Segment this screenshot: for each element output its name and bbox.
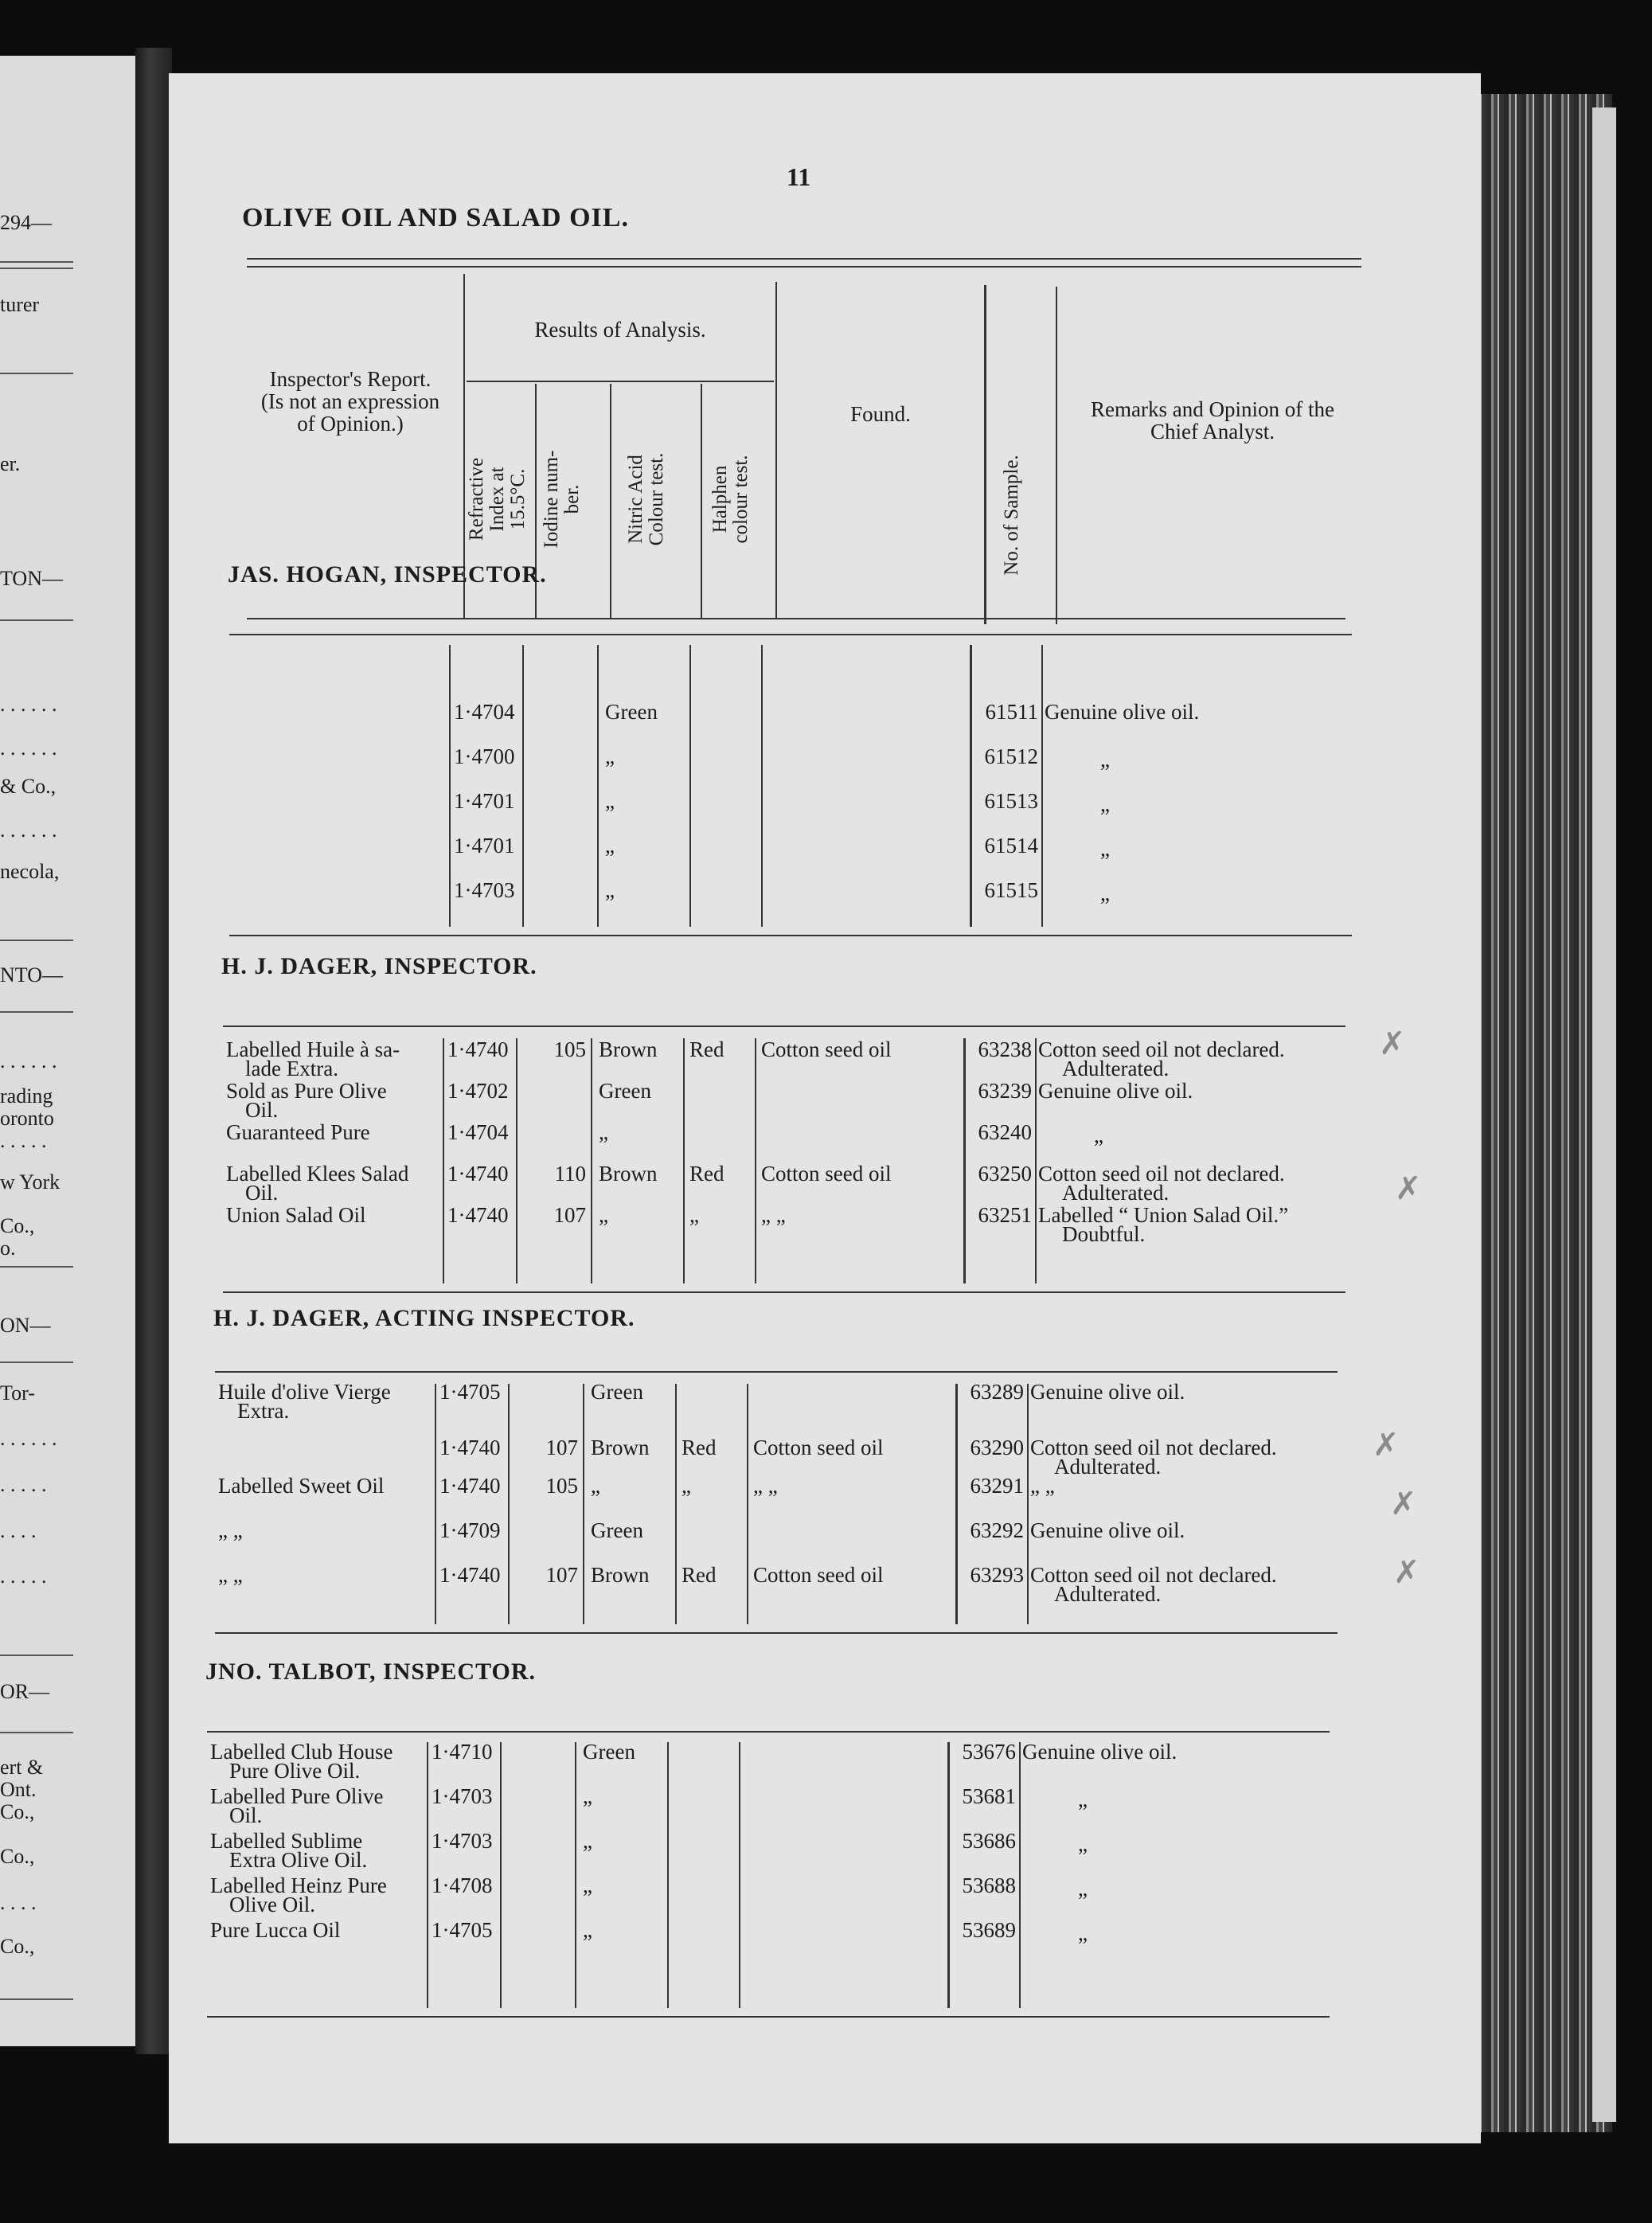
header-iodine: Iodine num- ber. — [541, 450, 583, 549]
left-fragment: o. — [0, 1237, 16, 1260]
nitric-cell: „ — [605, 834, 615, 858]
report-cell: Oil. — [245, 1098, 279, 1122]
section-bottom-rule — [229, 935, 1352, 936]
iodine-cell: 107 — [553, 1203, 586, 1227]
remarks-cell: „ — [1078, 1877, 1088, 1901]
sample-number-cell: 61512 — [984, 744, 1038, 768]
left-fragment: . . . . . . — [0, 1049, 57, 1072]
refractive-cell: 1·4704 — [447, 1120, 509, 1144]
nitric-cell: Green — [605, 700, 658, 724]
remarks-cell: Genuine olive oil. — [1038, 1079, 1193, 1103]
left-fragment: ert & — [0, 1756, 44, 1779]
remarks-cell: Adulterated. — [1062, 1057, 1170, 1080]
section-rule — [215, 1371, 1338, 1373]
nitric-cell: „ — [583, 1829, 592, 1853]
column-rule — [575, 1742, 576, 2008]
column-rule — [667, 1742, 669, 2008]
report-cell: Olive Oil. — [229, 1893, 315, 1916]
left-fragment: rading — [0, 1084, 53, 1108]
report-cell: Huile d'olive Vierge — [218, 1380, 391, 1404]
nitric-cell: „ — [605, 878, 615, 902]
left-fragment: . . . . . — [0, 1565, 47, 1588]
nitric-cell: „ — [591, 1474, 600, 1498]
header-nitric: Nitric Acid Colour test. — [625, 452, 667, 546]
report-cell: Extra Olive Oil. — [229, 1848, 368, 1872]
column-rule — [1035, 1038, 1037, 1283]
found-cell: Cotton seed oil — [761, 1037, 892, 1061]
refractive-cell: 1·4701 — [454, 789, 515, 813]
left-fragment: Tor- — [0, 1381, 35, 1405]
column-rule — [583, 1384, 584, 1624]
refractive-cell: 1·4709 — [439, 1518, 501, 1542]
column-rule — [755, 1038, 756, 1283]
report-cell: Guaranteed Pure — [226, 1120, 370, 1144]
sample-number-cell: 63290 — [970, 1436, 1024, 1459]
page-edge-stack — [1469, 94, 1612, 2132]
sample-number-cell: 61514 — [984, 834, 1038, 858]
remarks-cell: „ — [1094, 1123, 1103, 1147]
column-rule — [955, 1384, 958, 1624]
left-fragment: Co., — [0, 1800, 35, 1823]
section-bottom-rule — [223, 1291, 1345, 1293]
nitric-cell: Green — [591, 1380, 643, 1404]
nitric-cell: „ — [583, 1918, 592, 1942]
document-page — [169, 73, 1481, 2143]
left-fragment: . . . . — [0, 1519, 37, 1542]
report-cell: Sold as Pure Olive — [226, 1079, 387, 1103]
refractive-cell: 1·4700 — [454, 744, 515, 768]
column-rule — [689, 645, 691, 927]
header-inspector-report-sub: (Is not an expression — [260, 389, 440, 413]
column-rule — [683, 1038, 685, 1283]
refractive-cell: 1·4740 — [447, 1162, 509, 1186]
left-fragment: . . . . . . — [0, 736, 57, 760]
nitric-cell: Brown — [591, 1563, 650, 1587]
column-rule — [435, 1384, 436, 1624]
report-cell: Labelled Klees Salad — [226, 1162, 409, 1186]
remarks-cell: Genuine olive oil. — [1030, 1518, 1185, 1542]
sample-number-cell: 63239 — [978, 1079, 1032, 1103]
remarks-cell: Genuine olive oil. — [1030, 1380, 1185, 1404]
book-gutter — [135, 48, 172, 2054]
sample-number-cell: 63292 — [970, 1518, 1024, 1542]
section-rule — [229, 634, 1352, 635]
refractive-cell: 1·4703 — [432, 1784, 493, 1808]
sample-number-cell: 63240 — [978, 1120, 1032, 1144]
refractive-cell: 1·4740 — [439, 1563, 501, 1587]
refractive-cell: 1·4740 — [439, 1436, 501, 1459]
sample-number-cell: 63250 — [978, 1162, 1032, 1186]
refractive-cell: 1·4710 — [432, 1740, 493, 1764]
report-cell: Pure Lucca Oil — [210, 1918, 341, 1942]
left-fragment: Co., — [0, 1845, 35, 1868]
column-rule — [675, 1384, 677, 1624]
iodine-cell: 110 — [554, 1162, 586, 1186]
remarks-cell: Cotton seed oil not declared. — [1030, 1563, 1277, 1587]
left-fragment: ON— — [0, 1314, 51, 1337]
check-mark-icon: ✗ — [1373, 1427, 1400, 1463]
left-fragment: Ont. — [0, 1778, 37, 1801]
nitric-cell: Green — [583, 1740, 635, 1764]
column-rule — [443, 1038, 444, 1283]
nitric-cell: Brown — [591, 1436, 650, 1459]
halphen-cell: Red — [689, 1162, 724, 1186]
iodine-cell: 105 — [545, 1474, 578, 1498]
refractive-cell: 1·4703 — [432, 1829, 493, 1853]
left-fragment: . . . . . . — [0, 818, 57, 842]
column-rule — [516, 1038, 517, 1283]
halphen-cell: „ — [681, 1474, 691, 1498]
remarks-cell: Labelled “ Union Salad Oil.” — [1038, 1203, 1289, 1227]
report-cell: Oil. — [229, 1803, 263, 1827]
section-rule — [207, 1731, 1330, 1733]
section-rule — [223, 1026, 1345, 1027]
remarks-cell: Genuine olive oil. — [1045, 700, 1200, 724]
column-rule — [739, 1742, 740, 2008]
iodine-cell: 107 — [545, 1563, 578, 1587]
left-fragment: TON— — [0, 567, 63, 590]
left-fragment: Co., — [0, 1935, 35, 1958]
report-cell: Labelled Club House — [210, 1740, 393, 1764]
left-fragment: . . . . . — [0, 1129, 47, 1152]
halphen-cell: Red — [689, 1037, 724, 1061]
page-title: OLIVE OIL AND SALAD OIL. — [242, 203, 629, 232]
remarks-cell: Cotton seed oil not declared. — [1030, 1436, 1277, 1459]
column-rule — [963, 1038, 966, 1283]
remarks-cell: Adulterated. — [1054, 1455, 1162, 1479]
refractive-cell: 1·4701 — [454, 834, 515, 858]
left-fragment: turer — [0, 293, 40, 316]
nitric-cell: Brown — [599, 1037, 658, 1061]
page-edge-light — [1592, 107, 1616, 2122]
halphen-cell: „ — [689, 1203, 699, 1227]
refractive-cell: 1·4703 — [454, 878, 515, 902]
found-cell: Cotton seed oil — [761, 1162, 892, 1186]
remarks-cell: Adulterated. — [1054, 1582, 1162, 1606]
remarks-cell: Genuine olive oil. — [1022, 1740, 1177, 1764]
report-cell: Labelled Pure Olive — [210, 1784, 384, 1808]
nitric-cell: „ — [605, 789, 615, 813]
header-sample-no: No. of Sample. — [1001, 455, 1022, 576]
left-fragment: er. — [0, 452, 21, 475]
remarks-cell: Cotton seed oil not declared. — [1038, 1037, 1285, 1061]
left-fragment: 294— — [0, 211, 52, 234]
sample-number-cell: 63291 — [970, 1474, 1024, 1498]
found-cell: „ „ — [753, 1474, 778, 1498]
report-cell: Labelled Sweet Oil — [218, 1474, 385, 1498]
sample-number-cell: 61511 — [985, 700, 1038, 724]
left-page-fragment — [0, 56, 142, 2046]
left-fragment: & Co., — [0, 775, 57, 798]
column-rule — [508, 1384, 510, 1624]
sample-number-cell: 63293 — [970, 1563, 1024, 1587]
refractive-cell: 1·4704 — [454, 700, 515, 724]
report-cell: Extra. — [237, 1399, 290, 1423]
remarks-cell: „ „ — [1030, 1474, 1055, 1498]
column-rule — [522, 645, 524, 927]
report-cell: „ „ — [218, 1563, 243, 1587]
report-cell: „ „ — [218, 1518, 243, 1542]
column-rule — [1019, 1742, 1021, 2008]
refractive-cell: 1·4740 — [447, 1037, 509, 1061]
iodine-cell: 105 — [553, 1037, 586, 1061]
header-inspector-report-sub: of Opinion.) — [297, 412, 404, 436]
column-rule — [591, 1038, 592, 1283]
sample-number-cell: 53689 — [962, 1918, 1016, 1942]
nitric-cell: „ — [599, 1203, 608, 1227]
nitric-cell: Green — [599, 1079, 651, 1103]
header-found: Found. — [850, 402, 911, 426]
column-rule — [500, 1742, 502, 2008]
sample-number-cell: 61515 — [984, 878, 1038, 902]
remarks-cell: „ — [1100, 792, 1110, 816]
report-cell: Labelled Heinz Pure — [210, 1873, 387, 1897]
column-rule — [747, 1384, 748, 1624]
left-fragment: NTO— — [0, 963, 63, 986]
sample-number-cell: 53688 — [962, 1873, 1016, 1897]
header-remarks: Chief Analyst. — [1150, 420, 1275, 443]
header-remarks: Remarks and Opinion of the — [1091, 397, 1334, 421]
page-number: 11 — [787, 162, 811, 191]
section-heading: H. J. DAGER, ACTING INSPECTOR. — [213, 1305, 635, 1331]
nitric-cell: „ — [605, 744, 615, 768]
report-cell: Labelled Huile à sa- — [226, 1037, 400, 1061]
remarks-cell: „ — [1100, 837, 1110, 861]
left-fragment: oronto — [0, 1107, 54, 1130]
nitric-cell: „ — [583, 1784, 592, 1808]
header-results: Results of Analysis. — [534, 318, 706, 342]
left-fragment: . . . . — [0, 1891, 37, 1914]
left-fragment: . . . . . . — [0, 693, 57, 716]
sample-number-cell: 53681 — [962, 1784, 1016, 1808]
column-rule — [761, 645, 763, 927]
sample-number-cell: 53676 — [962, 1740, 1016, 1764]
remarks-cell: „ — [1078, 1921, 1088, 1945]
nitric-cell: „ — [583, 1873, 592, 1897]
report-cell: Oil. — [245, 1181, 279, 1205]
header-refractive: Refractive Index at 15.5°C. — [466, 457, 529, 541]
report-cell: Labelled Sublime — [210, 1829, 363, 1853]
remarks-cell: „ — [1078, 1787, 1088, 1811]
left-fragment: . . . . . — [0, 1473, 47, 1496]
remarks-cell: Cotton seed oil not declared. — [1038, 1162, 1285, 1186]
sample-number-cell: 63289 — [970, 1380, 1024, 1404]
check-mark-icon: ✗ — [1393, 1554, 1420, 1591]
check-mark-icon: ✗ — [1395, 1170, 1422, 1207]
left-fragment: w York — [0, 1170, 61, 1194]
found-cell: „ „ — [761, 1203, 786, 1227]
sample-number-cell: 63238 — [978, 1037, 1032, 1061]
remarks-cell: Adulterated. — [1062, 1181, 1170, 1205]
left-fragment: . . . . . . — [0, 1427, 57, 1450]
section-bottom-rule — [215, 1632, 1338, 1634]
header-halphen: Halphen colour test. — [709, 455, 752, 544]
found-cell: Cotton seed oil — [753, 1563, 884, 1587]
check-mark-icon: ✗ — [1379, 1026, 1406, 1062]
report-cell: Union Salad Oil — [226, 1203, 366, 1227]
left-fragment: OR— — [0, 1680, 50, 1703]
column-rule — [597, 645, 599, 927]
nitric-cell: „ — [599, 1120, 608, 1144]
halphen-cell: Red — [681, 1436, 717, 1459]
refractive-cell: 1·4740 — [439, 1474, 501, 1498]
report-cell: lade Extra. — [245, 1057, 338, 1080]
iodine-cell: 107 — [545, 1436, 578, 1459]
section-heading: H. J. DAGER, INSPECTOR. — [221, 953, 537, 979]
left-fragment: Co., — [0, 1214, 35, 1237]
nitric-cell: Green — [591, 1518, 643, 1542]
refractive-cell: 1·4740 — [447, 1203, 509, 1227]
remarks-cell: „ — [1078, 1832, 1088, 1856]
sample-number-cell: 63251 — [978, 1203, 1032, 1227]
section-bottom-rule — [207, 2016, 1330, 2018]
column-rule — [449, 645, 451, 927]
refractive-cell: 1·4705 — [432, 1918, 493, 1942]
refractive-cell: 1·4705 — [439, 1380, 501, 1404]
remarks-cell: „ — [1100, 881, 1110, 905]
refractive-cell: 1·4708 — [432, 1873, 493, 1897]
section-heading: JAS. HOGAN, INSPECTOR. — [228, 561, 547, 588]
refractive-cell: 1·4702 — [447, 1079, 509, 1103]
halphen-cell: Red — [681, 1563, 717, 1587]
section-heading: JNO. TALBOT, INSPECTOR. — [205, 1658, 537, 1685]
remarks-cell: „ — [1100, 748, 1110, 772]
check-mark-icon: ✗ — [1390, 1486, 1417, 1522]
column-rule — [1027, 1384, 1029, 1624]
nitric-cell: Brown — [599, 1162, 658, 1186]
column-rule — [427, 1742, 428, 2008]
remarks-cell: Doubtful. — [1062, 1222, 1146, 1246]
report-cell: Pure Olive Oil. — [229, 1759, 361, 1783]
sample-number-cell: 53686 — [962, 1829, 1016, 1853]
found-cell: Cotton seed oil — [753, 1436, 884, 1459]
sample-number-cell: 61513 — [984, 789, 1038, 813]
left-fragment: necola, — [0, 860, 60, 883]
header-inspector-report: Inspector's Report. — [269, 367, 432, 391]
